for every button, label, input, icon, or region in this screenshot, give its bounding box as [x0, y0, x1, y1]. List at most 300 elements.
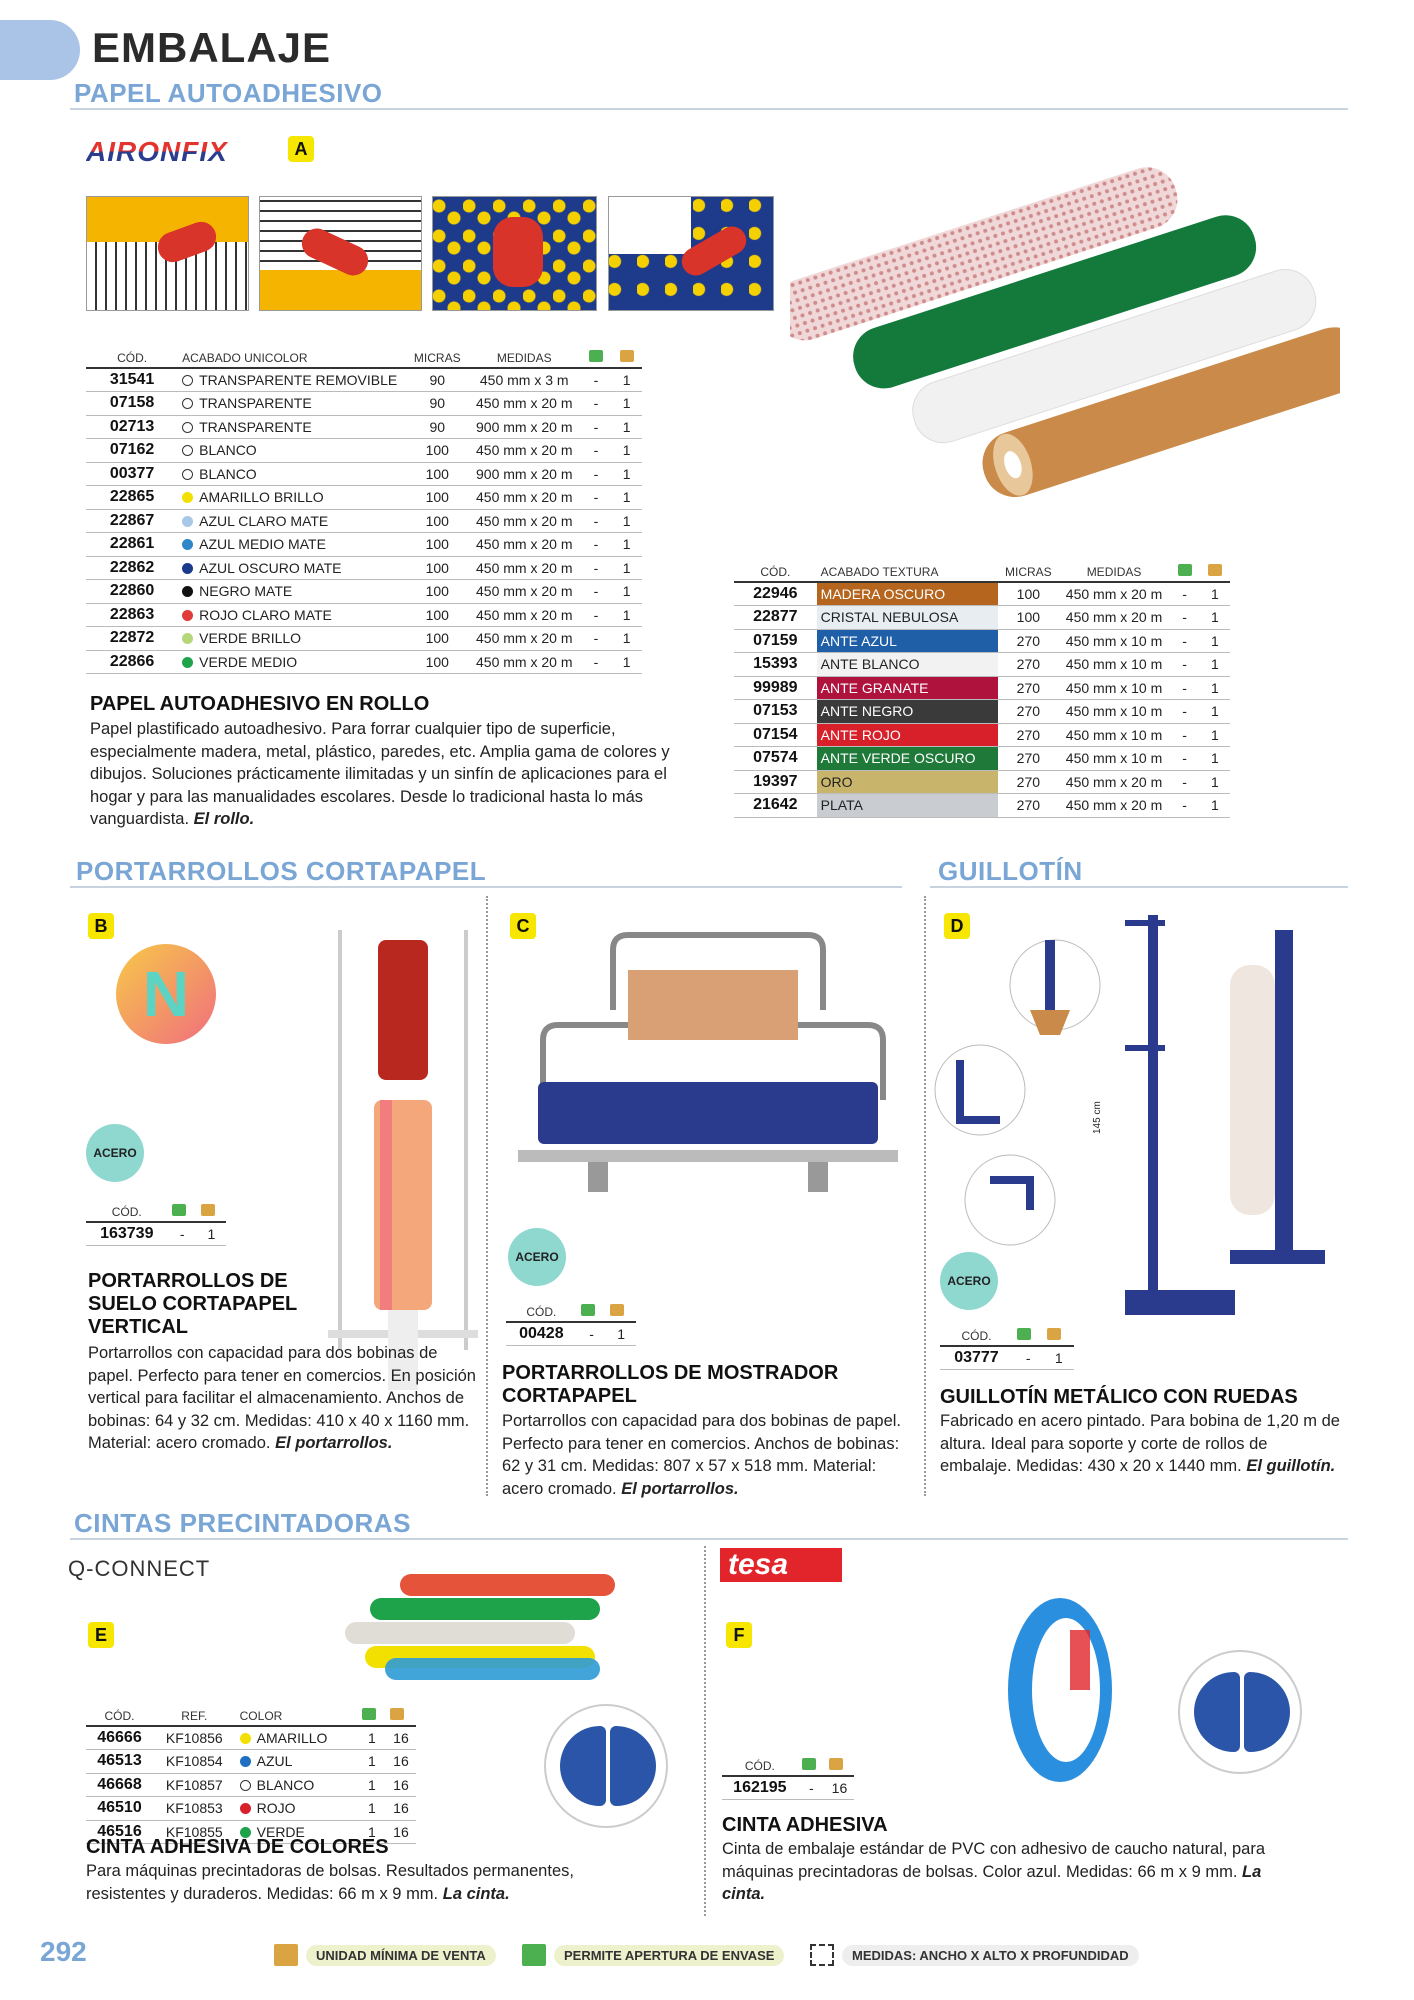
th-box-icon: [611, 348, 642, 368]
cell-micras: 100: [407, 556, 468, 580]
cell-finish: BLANCO: [178, 439, 406, 463]
table-row: [86, 462, 642, 486]
cell-medidas: 450 mm x 20 m: [468, 556, 581, 580]
cell-open: -: [581, 650, 612, 674]
cell-open: -: [581, 439, 612, 463]
cell-micras: 100: [407, 627, 468, 651]
column-divider: [486, 896, 488, 1496]
open-pack-icon: [1178, 564, 1192, 576]
cell-open: 1: [358, 1726, 386, 1750]
acero-badge: ACERO: [86, 1124, 144, 1182]
table-row: [734, 794, 1230, 818]
cell-box: 1: [1200, 606, 1230, 630]
th-c-box: [606, 1302, 636, 1322]
cell-ref: KF10854: [153, 1750, 236, 1774]
tesa-logo: tesa: [720, 1548, 842, 1582]
cell-box: 1: [611, 462, 642, 486]
table-row: [734, 700, 1230, 724]
th-open-icon: [581, 348, 612, 368]
badge-letter-f: F: [726, 1622, 752, 1648]
color-dot: [182, 469, 193, 480]
table-row: [86, 509, 642, 533]
section-title-cintas: CINTAS PRECINTADORAS: [74, 1508, 411, 1538]
th-b-code: CÓD.: [86, 1202, 168, 1222]
cell-medidas: 450 mm x 20 m: [468, 627, 581, 651]
cell-code: 22862: [86, 556, 178, 580]
photo-application-2: [259, 196, 422, 311]
section-title-guillotin: GUILLOTÍN: [938, 856, 1083, 886]
cell-code: 07162: [86, 439, 178, 463]
th-d-open: [1013, 1326, 1044, 1346]
cell-micras: 270: [998, 629, 1058, 653]
color-dot: [182, 539, 193, 550]
cell-finish: AZUL CLARO MATE: [178, 509, 406, 533]
cell-box: 1: [611, 603, 642, 627]
table-row: [86, 392, 642, 416]
cell-code: 07154: [734, 723, 817, 747]
aironfix-logo: AIRONFIX: [86, 136, 228, 167]
c-open: -: [577, 1322, 607, 1346]
f-box: 16: [825, 1776, 854, 1800]
cell-finish: ANTE VERDE OSCURO: [817, 747, 998, 771]
cell-medidas: 450 mm x 20 m: [468, 392, 581, 416]
b-code: 163739: [86, 1222, 168, 1246]
section-title-portarrollos: PORTARROLLOS CORTAPAPEL: [76, 856, 487, 886]
cell-open: -: [1169, 582, 1199, 606]
cell-open: -: [1169, 770, 1199, 794]
table-unicolor: [86, 348, 642, 674]
color-dot: [240, 1780, 251, 1791]
th-b-open: [168, 1202, 197, 1222]
box-icon: [1047, 1328, 1061, 1340]
cell-box: 1: [1200, 794, 1230, 818]
th-e-ref: REF.: [153, 1706, 236, 1726]
cell-micras: 270: [998, 700, 1058, 724]
cell-open: -: [581, 603, 612, 627]
table-row: [86, 1750, 416, 1774]
cell-micras: 270: [998, 770, 1058, 794]
th2-micras: MICRAS: [998, 562, 1058, 582]
header-tab: [0, 20, 80, 80]
b-open: -: [168, 1222, 197, 1246]
acero-badge: ACERO: [940, 1252, 998, 1310]
product-desc-b: Portarrollos con capacidad para dos bobinas de papel. Perfecto para tener en comercios. En posición vertical para facilitar el almacenamiento. Anchos de bobinas: 64 y 32 cm. Medidas: 410 x 40 x 1160 mm. Material: acero cromado. El portarrollos.: [88, 1344, 476, 1452]
cell-open: -: [581, 462, 612, 486]
photo-application-1: [86, 196, 249, 311]
cell-micras: 100: [407, 580, 468, 604]
qconnect-logo: Q-CONNECT: [68, 1556, 211, 1581]
section-rule: [70, 886, 902, 888]
th2-open-icon: [1169, 562, 1199, 582]
cell-open: 1: [358, 1750, 386, 1774]
cell-medidas: 450 mm x 20 m: [1059, 582, 1170, 606]
cell-finish: ANTE GRANATE: [817, 676, 998, 700]
cell-micras: 100: [407, 603, 468, 627]
product-desc-e: Para máquinas precintadoras de bolsas. Resultados permanentes, resistentes y duraderos. Medidas: 66 m x 9 mm. La cinta.: [86, 1862, 574, 1903]
cell-medidas: 450 mm x 20 m: [468, 603, 581, 627]
cell-code: 22865: [86, 486, 178, 510]
table-row: [86, 1726, 416, 1750]
cell-code: 00377: [86, 462, 178, 486]
section-rule: [70, 108, 1348, 110]
color-dot: [240, 1733, 251, 1744]
product-desc-f: Cinta de embalaje estándar de PVC con adhesivo de caucho natural, para máquinas precintadoras de bolsas. Color azul. Medidas: 66 m x 9 mm. La cinta.: [722, 1840, 1266, 1903]
table-row: [734, 582, 1230, 606]
cell-box: 16: [386, 1773, 416, 1797]
cell-micras: 100: [407, 509, 468, 533]
cell-box: 1: [1200, 723, 1230, 747]
badge-letter-b: B: [88, 913, 114, 939]
cell-box: 1: [611, 439, 642, 463]
cell-box: 1: [611, 650, 642, 674]
cell-medidas: 450 mm x 10 m: [1059, 747, 1170, 771]
th-e-color: COLOR: [236, 1706, 358, 1726]
box-icon: [274, 1944, 298, 1966]
table-code-d: [940, 1326, 1074, 1370]
cell-color: ROJO: [236, 1797, 358, 1821]
cell-box: 1: [611, 627, 642, 651]
cell-medidas: 450 mm x 20 m: [468, 580, 581, 604]
open-pack-icon: [522, 1944, 546, 1966]
photo-application-3: [432, 196, 597, 311]
table-row: [734, 653, 1230, 677]
cell-medidas: 450 mm x 20 m: [468, 650, 581, 674]
cell-micras: 100: [407, 650, 468, 674]
cell-open: -: [581, 392, 612, 416]
color-dot: [240, 1756, 251, 1767]
cell-medidas: 450 mm x 20 m: [468, 509, 581, 533]
cell-open: 1: [358, 1797, 386, 1821]
legend-open-pack: PERMITE APERTURA DE ENVASE: [522, 1944, 784, 1966]
product-title-c: PORTARROLLOS DE MOSTRADOR CORTAPAPEL: [502, 1362, 839, 1407]
cell-ref: KF10857: [153, 1773, 236, 1797]
cell-finish: MADERA OSCURO: [817, 582, 998, 606]
photo-application-4: [608, 196, 774, 311]
section-title-papel: PAPEL AUTOADHESIVO: [74, 78, 383, 108]
th-c-open: [577, 1302, 607, 1322]
cell-code: 07159: [734, 629, 817, 653]
color-dot: [240, 1803, 251, 1814]
cell-open: -: [581, 509, 612, 533]
cell-finish: ORO: [817, 770, 998, 794]
acero-badge: ACERO: [508, 1228, 566, 1286]
cell-ref: KF10855: [153, 1820, 236, 1844]
cell-open: -: [581, 580, 612, 604]
cell-code: 22872: [86, 627, 178, 651]
table-row: [734, 606, 1230, 630]
cell-open: -: [1169, 606, 1199, 630]
cell-micras: 100: [998, 582, 1058, 606]
page-number: 292: [40, 1936, 87, 1967]
color-dot: [182, 375, 193, 386]
c-box: 1: [606, 1322, 636, 1346]
cell-code: 22867: [86, 509, 178, 533]
cell-micras: 100: [407, 462, 468, 486]
cell-box: 1: [1200, 653, 1230, 677]
cell-box: 16: [386, 1820, 416, 1844]
cell-code: 22866: [86, 650, 178, 674]
table-row: [86, 556, 642, 580]
cell-open: -: [581, 415, 612, 439]
cell-finish: PLATA: [817, 794, 998, 818]
cell-medidas: 450 mm x 20 m: [1059, 770, 1170, 794]
cell-code: 22860: [86, 580, 178, 604]
badge-letter-a: A: [288, 136, 314, 162]
cell-code: 46516: [86, 1820, 153, 1844]
cell-medidas: 450 mm x 20 m: [1059, 794, 1170, 818]
cell-code: 46666: [86, 1726, 153, 1750]
color-dot: [182, 445, 193, 456]
cell-code: 07158: [86, 392, 178, 416]
cell-box: 1: [611, 368, 642, 392]
cell-micras: 100: [407, 533, 468, 557]
cell-finish: VERDE MEDIO: [178, 650, 406, 674]
cell-medidas: 450 mm x 10 m: [1059, 653, 1170, 677]
table-row: [86, 580, 642, 604]
th-e-code: CÓD.: [86, 1706, 153, 1726]
cell-open: 1: [358, 1773, 386, 1797]
cell-color: AMARILLO: [236, 1726, 358, 1750]
table-tapes: [86, 1706, 416, 1844]
badge-letter-d: D: [944, 913, 970, 939]
column-divider: [924, 896, 926, 1496]
th-code: CÓD.: [86, 348, 178, 368]
d-box: 1: [1043, 1346, 1074, 1370]
table-row: [86, 439, 642, 463]
th2-finish: ACABADO TEXTURA: [817, 562, 998, 582]
cell-open: -: [1169, 653, 1199, 677]
cell-code: 15393: [734, 653, 817, 677]
cell-color: VERDE: [236, 1820, 358, 1844]
cell-medidas: 450 mm x 20 m: [1059, 606, 1170, 630]
open-pack-icon: [589, 350, 603, 362]
cell-finish: TRANSPARENTE: [178, 415, 406, 439]
box-icon: [829, 1758, 843, 1770]
cell-micras: 100: [407, 439, 468, 463]
table-row: [734, 723, 1230, 747]
cell-micras: 100: [998, 606, 1058, 630]
cell-code: 31541: [86, 368, 178, 392]
cell-box: 1: [611, 580, 642, 604]
cell-code: 22877: [734, 606, 817, 630]
cell-medidas: 450 mm x 10 m: [1059, 629, 1170, 653]
cell-finish: ROJO CLARO MATE: [178, 603, 406, 627]
th-b-box: [197, 1202, 226, 1222]
colored-tapes-illustration: [340, 1568, 620, 1688]
cell-color: AZUL: [236, 1750, 358, 1774]
th-d-box: [1043, 1326, 1074, 1346]
color-dot: [182, 633, 193, 644]
open-pack-icon: [581, 1304, 595, 1316]
table-textura: [734, 562, 1230, 818]
cell-code: 21642: [734, 794, 817, 818]
cell-finish: ANTE AZUL: [817, 629, 998, 653]
table-row: [86, 415, 642, 439]
table-row: [86, 650, 642, 674]
cell-micras: 90: [407, 368, 468, 392]
color-dot: [182, 657, 193, 668]
cell-finish: ANTE NEGRO: [817, 700, 998, 724]
th-f-open: [798, 1756, 825, 1776]
product-desc-d: Fabricado en acero pintado. Para bobina de 1,20 m de altura. Ideal para soporte y corte de rollos de embalaje. Medidas: 430 x 20 x 1440 mm. El guillotín.: [940, 1412, 1340, 1475]
cell-box: 16: [386, 1797, 416, 1821]
product-title-papel: PAPEL AUTOADHESIVO EN ROLLO: [90, 693, 430, 715]
th-medidas: MEDIDAS: [468, 348, 581, 368]
th2-code: CÓD.: [734, 562, 817, 582]
cell-micras: 270: [998, 723, 1058, 747]
d-open: -: [1013, 1346, 1044, 1370]
th-finish: ACABADO UNICOLOR: [178, 348, 406, 368]
cell-medidas: 450 mm x 3 m: [468, 368, 581, 392]
section-rule: [930, 886, 1348, 888]
cell-open: -: [1169, 700, 1199, 724]
table-row: [734, 676, 1230, 700]
page-title: EMBALAJE: [92, 24, 332, 71]
cell-box: 1: [611, 486, 642, 510]
product-title-d: GUILLOTÍN METÁLICO CON RUEDAS: [940, 1386, 1298, 1408]
table-code-c: [506, 1302, 636, 1346]
cell-open: -: [581, 486, 612, 510]
table-row: [86, 486, 642, 510]
cell-micras: 90: [407, 415, 468, 439]
product-title-e: CINTA ADHESIVA DE COLORES: [86, 1836, 389, 1858]
height-label: 145 cm: [1092, 1101, 1103, 1134]
floor-holder-illustration: [328, 930, 478, 1390]
table-row: [734, 770, 1230, 794]
product-title-b: PORTARROLLOS DE SUELO CORTAPAPEL VERTICAL: [88, 1270, 298, 1338]
cell-open: -: [1169, 676, 1199, 700]
cell-medidas: 450 mm x 20 m: [468, 486, 581, 510]
cell-color: BLANCO: [236, 1773, 358, 1797]
table-code-b: [86, 1202, 226, 1246]
badge-letter-e: E: [88, 1622, 114, 1648]
cell-finish: CRISTAL NEBULOSA: [817, 606, 998, 630]
cell-medidas: 450 mm x 20 m: [468, 439, 581, 463]
open-pack-icon: [802, 1758, 816, 1770]
b-box: 1: [197, 1222, 226, 1246]
cell-medidas: 450 mm x 10 m: [1059, 723, 1170, 747]
cell-finish: TRANSPARENTE REMOVIBLE: [178, 368, 406, 392]
legend-dimensions: MEDIDAS: ANCHO X ALTO X PROFUNDIDAD: [810, 1944, 1139, 1966]
cell-code: 99989: [734, 676, 817, 700]
th-e-open: [358, 1706, 386, 1726]
d-code: 03777: [940, 1346, 1013, 1370]
color-dot: [182, 422, 193, 433]
cell-open: -: [581, 368, 612, 392]
color-dot: [182, 563, 193, 574]
cell-finish: NEGRO MATE: [178, 580, 406, 604]
table-row: [86, 533, 642, 557]
cell-code: 02713: [86, 415, 178, 439]
table-row: [734, 629, 1230, 653]
cell-finish: TRANSPARENTE: [178, 392, 406, 416]
th2-box-icon: [1200, 562, 1230, 582]
cell-finish: BLANCO: [178, 462, 406, 486]
cell-box: 16: [386, 1726, 416, 1750]
box-icon: [390, 1708, 404, 1720]
cell-open: 1: [358, 1820, 386, 1844]
open-pack-icon: [1017, 1328, 1031, 1340]
cell-open: -: [1169, 723, 1199, 747]
box-icon: [1208, 564, 1222, 576]
th-c-code: CÓD.: [506, 1302, 577, 1322]
cell-open: -: [581, 533, 612, 557]
legend-min-unit: UNIDAD MÍNIMA DE VENTA: [274, 1944, 496, 1966]
cell-code: 22863: [86, 603, 178, 627]
th-f-code: CÓD.: [722, 1756, 798, 1776]
open-pack-icon: [172, 1204, 186, 1216]
dispenser-detail-e: [544, 1704, 668, 1828]
cell-finish: ANTE BLANCO: [817, 653, 998, 677]
c-code: 00428: [506, 1322, 577, 1346]
cell-code: 22861: [86, 533, 178, 557]
color-dot: [182, 610, 193, 621]
cell-finish: ANTE ROJO: [817, 723, 998, 747]
cell-finish: AZUL OSCURO MATE: [178, 556, 406, 580]
color-dot: [182, 586, 193, 597]
cell-code: 22946: [734, 582, 817, 606]
box-icon: [201, 1204, 215, 1216]
cell-micras: 270: [998, 794, 1058, 818]
column-divider: [704, 1546, 706, 1916]
th-d-code: CÓD.: [940, 1326, 1013, 1346]
cell-box: 1: [611, 509, 642, 533]
th-f-box: [825, 1756, 854, 1776]
cell-open: -: [1169, 629, 1199, 653]
cell-medidas: 450 mm x 10 m: [1059, 700, 1170, 724]
f-code: 162195: [722, 1776, 798, 1800]
th-e-box: [386, 1706, 416, 1726]
cell-medidas: 450 mm x 10 m: [1059, 676, 1170, 700]
color-dot: [182, 398, 193, 409]
new-badge-icon: N: [116, 944, 216, 1044]
table-row: [86, 1773, 416, 1797]
badge-letter-c: C: [510, 913, 536, 939]
table-row: [86, 603, 642, 627]
color-dot: [182, 492, 193, 503]
th2-medidas: MEDIDAS: [1059, 562, 1170, 582]
cell-box: 1: [1200, 770, 1230, 794]
cell-code: 46513: [86, 1750, 153, 1774]
cell-box: 1: [1200, 629, 1230, 653]
blue-tape-illustration: [1000, 1590, 1120, 1790]
cell-micras: 270: [998, 653, 1058, 677]
counter-holder-illustration: [518, 930, 908, 1210]
cell-ref: KF10856: [153, 1726, 236, 1750]
cell-code: 07574: [734, 747, 817, 771]
dispenser-detail-f: [1178, 1650, 1302, 1774]
cell-box: 16: [386, 1750, 416, 1774]
cell-box: 1: [1200, 676, 1230, 700]
product-title-f: CINTA ADHESIVA: [722, 1814, 888, 1836]
cell-micras: 270: [998, 676, 1058, 700]
box-icon: [620, 350, 634, 362]
f-open: -: [798, 1776, 825, 1800]
cell-finish: VERDE BRILLO: [178, 627, 406, 651]
cell-box: 1: [1200, 747, 1230, 771]
cell-code: 07153: [734, 700, 817, 724]
cell-code: 19397: [734, 770, 817, 794]
cell-open: -: [1169, 747, 1199, 771]
section-rule: [70, 1538, 1348, 1540]
dimensions-icon: [810, 1944, 834, 1966]
cell-medidas: 450 mm x 20 m: [468, 533, 581, 557]
cell-box: 1: [611, 392, 642, 416]
cell-micras: 100: [407, 486, 468, 510]
table-row: [734, 747, 1230, 771]
cell-open: -: [1169, 794, 1199, 818]
cell-ref: KF10853: [153, 1797, 236, 1821]
